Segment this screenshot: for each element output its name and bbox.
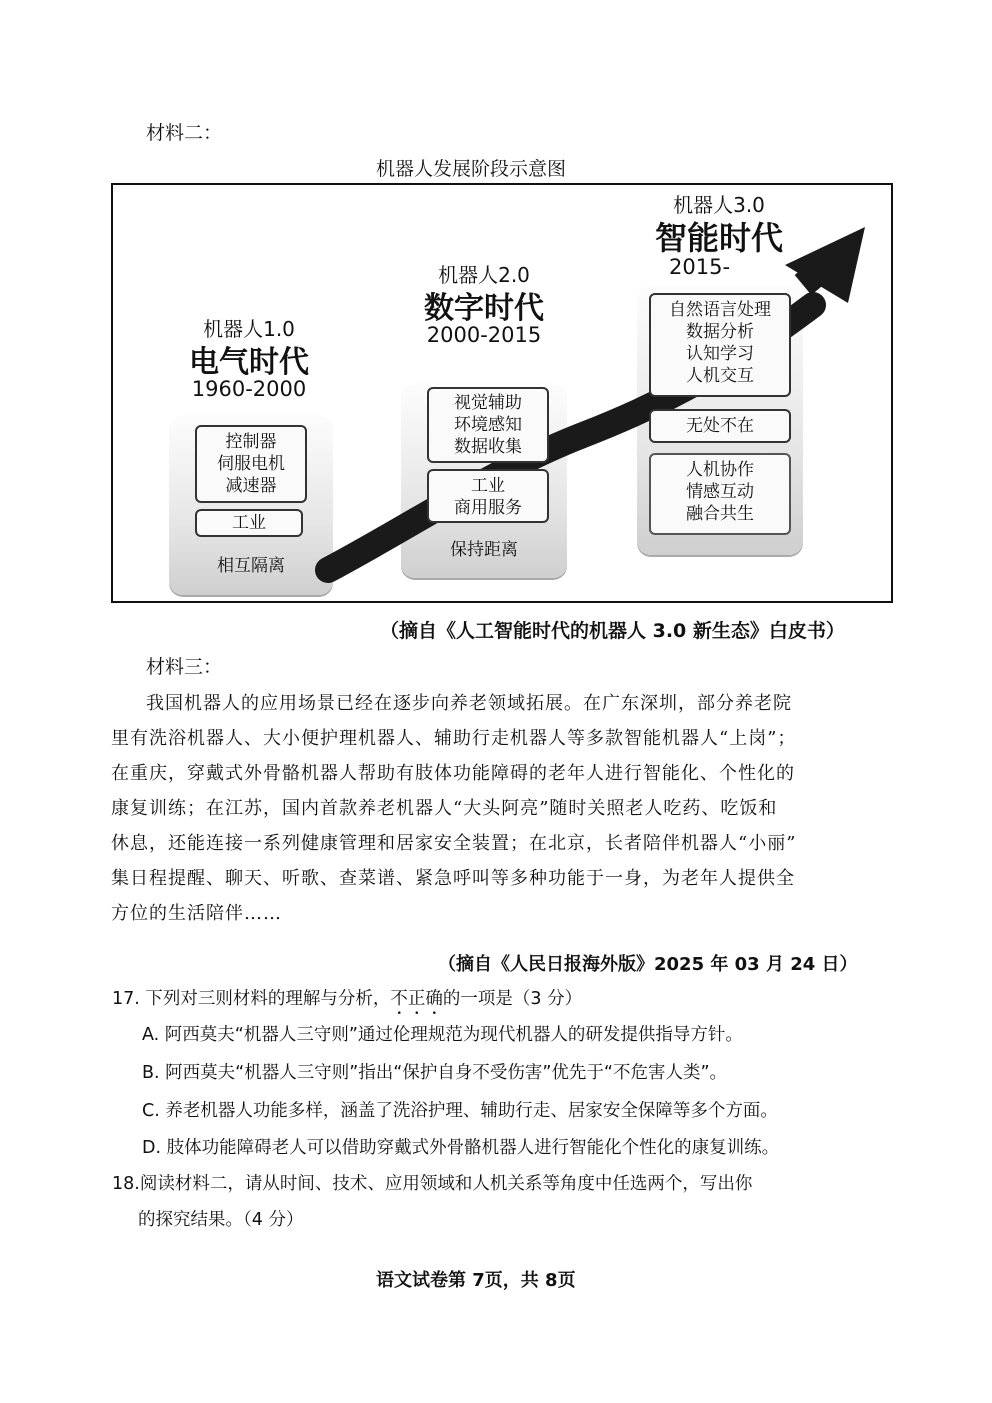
material3-line: 康复训练；在江苏，国内首款养老机器人“大头阿亮”随时关照老人吃药、吃饭和 [111,798,778,819]
stage1-era: 电气时代 [189,345,309,380]
material3-line: 休息，还能连接一系列健康管理和居家安全装置；在北京，长者陪伴机器人“小丽” [111,833,797,854]
stage1-tech-box [195,425,307,503]
q17-option-a: A. 阿西莫夫“机器人三守则”通过伦理规范为现代机器人的研发提供指导方针。 [142,1025,743,1045]
stage1-field-box [195,509,303,537]
stage1-relation: 相互隔离 [217,556,285,576]
stage3-field-box [649,409,791,443]
figure-title: 机器人发展阶段示意图 [376,158,567,180]
q17-stem [112,985,582,1019]
q17-stem-emphasis: 不正确 [390,989,443,1009]
material3-source: （摘自《人民日报海外版》2025 年 03 月 24 日） [438,954,858,975]
q17-stem-pre: 17. 下列对三则材料的理解与分析， [112,989,391,1009]
stage1-tech-item: 减速器 [225,476,277,496]
q18-line1: 18.阅读材料二，请从时间、技术、应用领域和人机关系等角度中任选两个，写出你 [112,1174,753,1194]
stage2-tech-box [427,387,549,463]
stage3-tech-box [649,293,791,397]
stage3-tech-item: 数据分析 [686,322,754,342]
q17-option-d: D. 肢体功能障碍老人可以借助穿戴式外骨骼机器人进行智能化个性化的康复训练。 [142,1138,780,1158]
stage3-era: 智能时代 [654,219,783,257]
stage2-field2: 商用服务 [454,498,522,518]
stage2-era: 数字时代 [424,291,544,326]
stage3-relation-item: 融合共生 [686,504,754,524]
stage2-tech-item: 环境感知 [454,415,522,435]
stage1-tech-item: 控制器 [225,432,277,452]
stage3-years: 2015- [669,255,731,279]
stage1-years: 1960-2000 [191,377,307,401]
material3-line: 在重庆，穿戴式外骨骼机器人帮助有肢体功能障碍的老年人进行智能化、个性化的 [111,763,795,784]
stage1-tech-item: 伺服电机 [217,454,285,474]
material3-line: 集日程提醒、聊天、听歌、查菜谱、紧急呼叫等多种功能于一身，为老年人提供全 [111,868,795,889]
stage3-tech-item: 认知学习 [686,344,754,364]
stage2-name: 机器人2.0 [438,263,530,287]
stage2-tech-item: 视觉辅助 [454,393,522,413]
page-footer: 语文试卷第 7页，共 8页 [376,1270,576,1291]
stage3-tech-item: 自然语言处理 [669,300,771,320]
q17-option-c: C. 养老机器人功能多样，涵盖了洗浴护理、辅助行走、居家安全保障等多个方面。 [142,1101,778,1121]
stage3-relation-item: 情感互动 [686,482,754,502]
robot-stages-figure [111,183,893,603]
stage3-relation-box [649,453,791,535]
material3-label: 材料三： [146,656,223,678]
stage2-field-box [427,469,549,523]
material3-line: 里有洗浴机器人、大小便护理机器人、辅助行走机器人等多款智能机器人“上岗”； [111,728,797,749]
stage3-name: 机器人3.0 [673,193,765,217]
stage3-relation-item: 人机协作 [686,460,754,480]
stage3-field: 无处不在 [686,416,754,436]
stage1-field: 工业 [232,513,266,533]
stage2-years: 2000-2015 [426,323,542,347]
stage2-tech-item: 数据收集 [454,437,522,457]
stage1-name: 机器人1.0 [203,317,295,341]
stage2-field: 工业 [471,476,505,496]
material2-label: 材料二： [146,122,223,144]
stage2-relation: 保持距离 [450,540,518,560]
material2-source: （摘自《人工智能时代的机器人 3.0 新生态》白皮书） [380,620,845,642]
q18-line2: 的探究结果。（4 分） [138,1210,304,1230]
stage3-tech-item: 人机交互 [686,366,754,386]
material3-line: 我国机器人的应用场景已经在逐步向养老领域拓展。在广东深圳，部分养老院 [146,693,792,714]
material3-line: 方位的生活陪伴…… [111,903,282,924]
q17-stem-post: 的一项是（3 分） [442,989,583,1009]
q17-option-b: B. 阿西莫夫“机器人三守则”指出“保护自身不受伤害”优先于“不危害人类”。 [142,1063,728,1083]
